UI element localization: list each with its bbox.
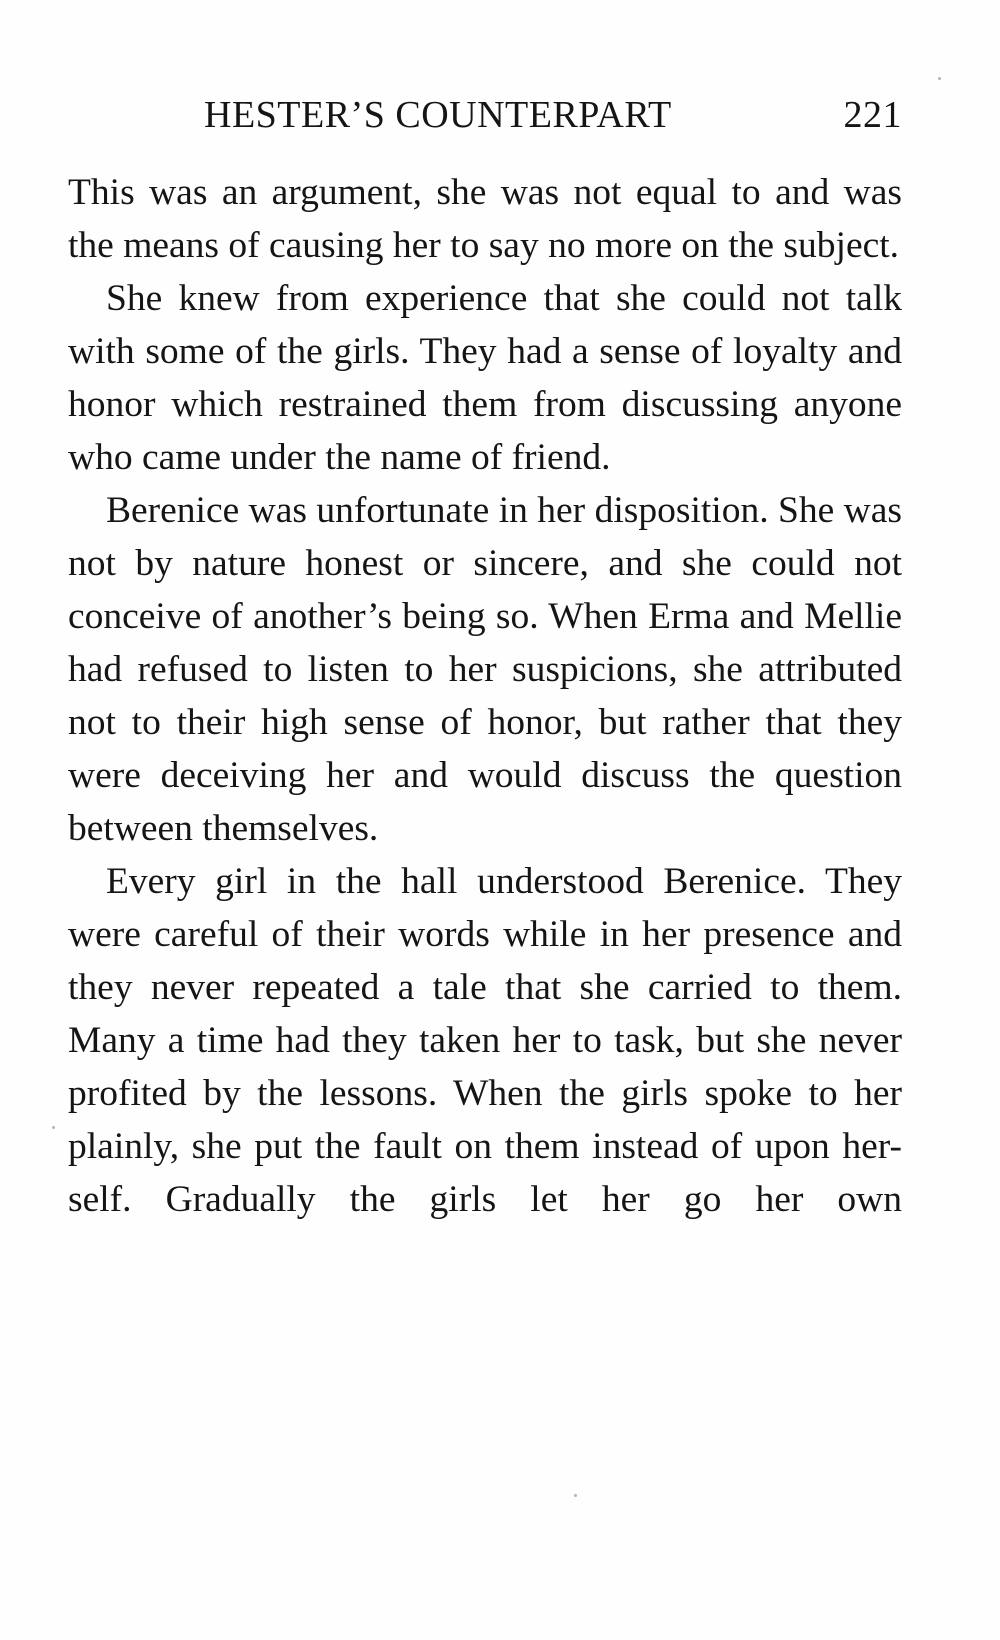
- paper-speck: [574, 1494, 577, 1497]
- page-number: 221: [843, 94, 902, 136]
- running-head: [70, 90, 902, 140]
- running-head-title: HESTER’S COUNTERPART: [204, 94, 672, 136]
- paragraph-continued: This was an argument, she was not equal to and was the means of causing her to say no more on the subject.: [68, 172, 902, 266]
- paragraph: Berenice was unfortunate in her disposition. She was not by nature honest or sincere, and she could not conceive of another’s being so. When Erma and Mellie had refused to listen to her suspicions, she attributed not to their high sense of honor, but rather that they were deceiving her and would discuss the question between themselves.: [68, 490, 902, 849]
- paragraph: Every girl in the hall understood Berenice. They were careful of their words while in her presence and they never repeated a tale that she carried to them. Many a time had they taken her to task, but she never profited by the lessons. When the girls spoke to her plainly, she put the fault on them instead of upon her-self. Gradually the girls let her go her own: [68, 861, 902, 1220]
- paper-speck: [52, 1126, 55, 1129]
- body-text: [68, 166, 902, 1226]
- paper-speck: [938, 77, 941, 80]
- paragraph: She knew from experience that she could not talk with some of the girls. They had a sense of loyalty and honor which restrained them from discussing anyone who came under the name of friend.: [68, 278, 902, 478]
